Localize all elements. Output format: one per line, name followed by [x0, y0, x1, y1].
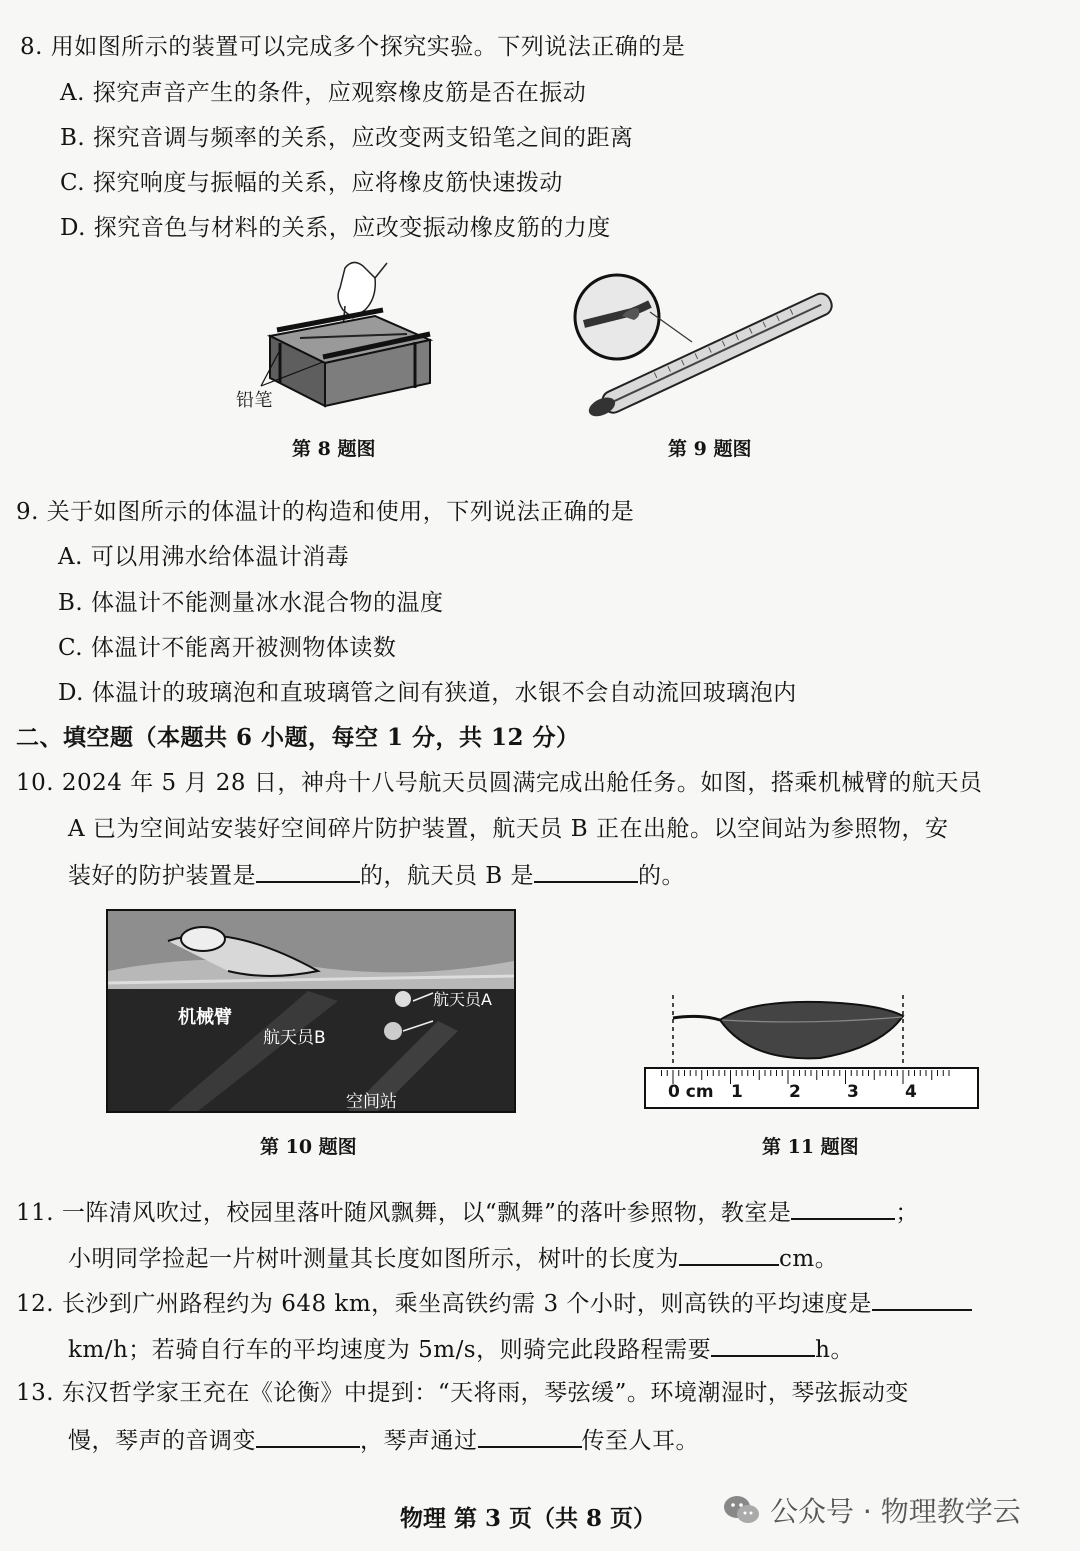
q11-ruler-label-1: 1 [731, 1082, 743, 1102]
q11-caption: 第 11 题图 [762, 1136, 859, 1158]
q12-line-2-unit: h。 [815, 1337, 854, 1363]
q11-blank-2[interactable] [679, 1242, 779, 1266]
watermark-text: 公众号 · 物理教学云 [770, 1495, 1021, 1528]
q10-photo-drawing [108, 911, 514, 1111]
q13-line-2-text-c: 传至人耳。 [581, 1428, 699, 1454]
q12-line-2-text: km/h；若骑自行车的平均速度为 5m/s，则骑完此段路程需要 [68, 1337, 712, 1363]
section-2-title: 二、填空题（本题共 6 小题，每空 1 分，共 12 分） [16, 724, 580, 751]
q8-option-a: A. 探究声音产生的条件，应观察橡皮筋是否在振动 [60, 80, 587, 106]
q11-line-1-end: ； [895, 1200, 919, 1226]
q10-line-3-text-a: 装好的防护装置是 [68, 863, 256, 889]
q11-line-1-text: 11. 一阵清风吹过，校园里落叶随风飘舞，以“飘舞”的落叶参照物，教室是 [16, 1200, 792, 1226]
q10-blank-2[interactable] [534, 859, 638, 883]
page-footer: 物理 第 3 页（共 8 页） [400, 1505, 657, 1532]
q13-line-2 [68, 1424, 699, 1456]
q8-option-c: C. 探究响度与振幅的关系，应将橡皮筋快速拨动 [60, 170, 563, 196]
q12-line-1-text: 12. 长沙到广州路程约为 648 km，乘坐高铁约需 3 个小时，则高铁的平均速度是 [16, 1291, 872, 1317]
wechat-icon [722, 1493, 762, 1527]
q8-option-b: B. 探究音调与频率的关系，应改变两支铅笔之间的距离 [60, 125, 634, 151]
q13-line-1: 13. 东汉哲学家王充在《论衡》中提到：“天将雨，琴弦缓”。环境潮湿时，琴弦振动变 [16, 1380, 909, 1406]
q11-ruler-label-3: 3 [847, 1082, 859, 1102]
q13-line-2-text-b: ，琴声通过 [360, 1428, 478, 1454]
q12-blank-1[interactable] [872, 1287, 972, 1311]
q10-caption: 第 10 题图 [260, 1136, 357, 1158]
q12-line-1 [16, 1287, 972, 1319]
q10-blank-1[interactable] [256, 859, 360, 883]
q10-line-2: A 已为空间站安装好空间碎片防护装置，航天员 B 正在出舱。以空间站为参照物，安 [68, 816, 949, 842]
q10-line-3 [68, 859, 685, 891]
q10-line-3-text-c: 的。 [638, 863, 686, 889]
q9-caption: 第 9 题图 [668, 438, 752, 460]
q9-stem: 9. 关于如图所示的体温计的构造和使用，下列说法正确的是 [16, 499, 635, 525]
q11-line-2-text: 小明同学捡起一片树叶测量其长度如图所示，树叶的长度为 [68, 1246, 679, 1272]
q9-option-a: A. 可以用沸水给体温计消毒 [58, 544, 350, 570]
q11-ruler-label-4: 4 [905, 1082, 917, 1102]
q10-photo-label-astronaut-a: 航天员A [433, 990, 492, 1009]
q10-line-1: 10. 2024 年 5 月 28 日，神舟十八号航天员圆满完成出舱任务。如图，搭乘机械臂的航天员 [16, 770, 983, 796]
q9-option-c: C. 体温计不能离开被测物体读数 [58, 635, 397, 661]
q11-line-2 [68, 1242, 838, 1274]
q9-option-b: B. 体温计不能测量冰水混合物的温度 [58, 590, 444, 616]
q11-blank-1[interactable] [791, 1196, 895, 1220]
watermark [722, 1490, 1021, 1530]
q8-caption: 第 8 题图 [292, 438, 376, 460]
q12-blank-2[interactable] [711, 1333, 815, 1357]
q10-photo-label-astronaut-b: 航天员B [263, 1028, 326, 1048]
q9-option-d: D. 体温计的玻璃泡和直玻璃管之间有狭道，水银不会自动流回玻璃泡内 [58, 680, 797, 706]
q10-figure-photo [106, 909, 516, 1113]
q8-figure-label-pencil: 铅笔 [236, 390, 273, 411]
q8-stem: 8. 用如图所示的装置可以完成多个探究实验。下列说法正确的是 [20, 34, 686, 60]
q11-ruler-label-2: 2 [789, 1082, 801, 1102]
q11-ruler-label-0: 0 cm [668, 1082, 714, 1102]
q8-option-d: D. 探究音色与材料的关系，应改变振动橡皮筋的力度 [60, 215, 611, 241]
q11-line-1 [16, 1196, 919, 1228]
q13-line-2-text-a: 慢，琴声的音调变 [68, 1428, 256, 1454]
q10-photo-label-arm: 机械臂 [178, 1007, 232, 1028]
q13-blank-2[interactable] [478, 1424, 582, 1448]
q13-blank-1[interactable] [256, 1424, 360, 1448]
q10-line-3-text-b: 的，航天员 B 是 [360, 863, 535, 889]
q9-figure-thermometer [572, 272, 852, 417]
q10-photo-label-station: 空间站 [346, 1092, 397, 1112]
q12-line-2 [68, 1333, 854, 1365]
q11-line-2-unit: cm。 [779, 1246, 839, 1272]
